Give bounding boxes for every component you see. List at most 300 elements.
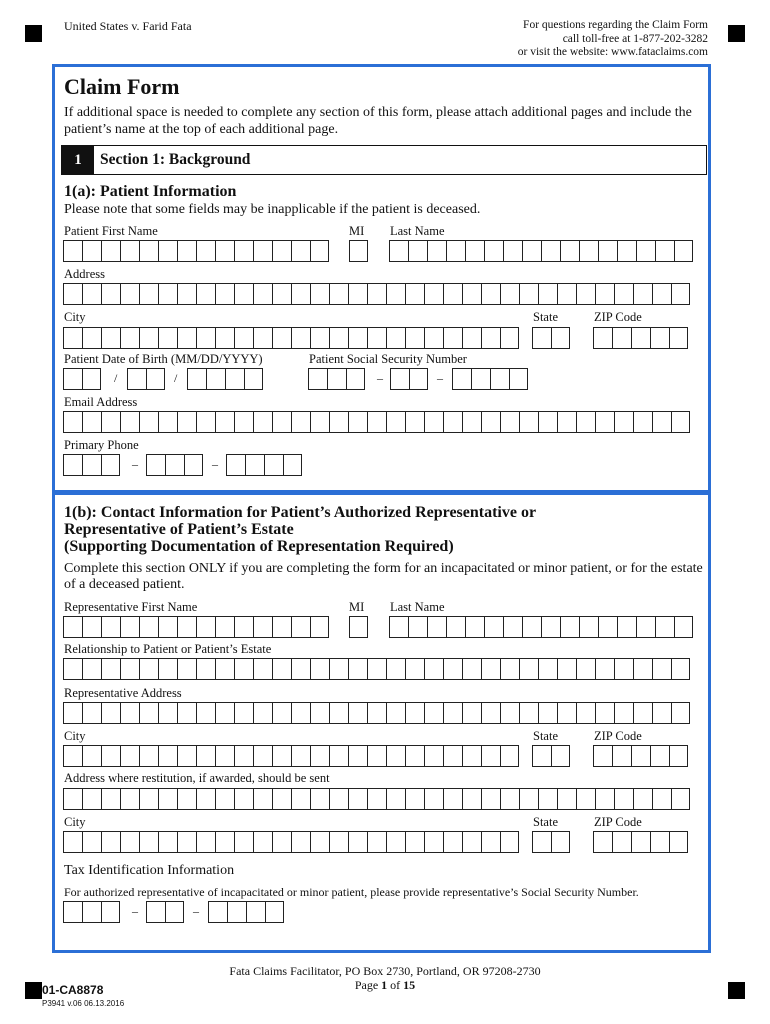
char-box[interactable] — [409, 368, 428, 390]
char-box[interactable] — [631, 327, 650, 349]
char-box[interactable] — [101, 745, 120, 767]
char-box[interactable] — [652, 658, 671, 680]
char-box[interactable] — [551, 745, 570, 767]
char-box[interactable] — [215, 283, 234, 305]
char-box[interactable] — [424, 411, 443, 433]
char-box[interactable] — [500, 658, 519, 680]
char-box[interactable] — [215, 658, 234, 680]
char-box[interactable] — [82, 788, 101, 810]
char-box[interactable] — [462, 788, 481, 810]
char-box[interactable] — [196, 327, 215, 349]
char-box[interactable] — [541, 240, 560, 262]
char-box[interactable] — [443, 411, 462, 433]
char-box[interactable] — [291, 616, 310, 638]
char-box[interactable] — [424, 831, 443, 853]
rep-first-name-input[interactable] — [63, 616, 329, 638]
char-box[interactable] — [576, 702, 595, 724]
char-box[interactable] — [576, 788, 595, 810]
char-box[interactable] — [484, 616, 503, 638]
char-box[interactable] — [408, 240, 427, 262]
char-box[interactable] — [158, 702, 177, 724]
patient-dob-day-input[interactable] — [127, 368, 165, 390]
char-box[interactable] — [652, 411, 671, 433]
patient-last-name-input[interactable] — [389, 240, 693, 262]
char-box[interactable] — [101, 788, 120, 810]
char-box[interactable] — [614, 283, 633, 305]
char-box[interactable] — [253, 240, 272, 262]
char-box[interactable] — [462, 283, 481, 305]
char-box[interactable] — [595, 702, 614, 724]
char-box[interactable] — [614, 788, 633, 810]
char-box[interactable] — [158, 658, 177, 680]
char-box[interactable] — [427, 240, 446, 262]
rep-last-name-input[interactable] — [389, 616, 693, 638]
char-box[interactable] — [349, 616, 368, 638]
patient-dob-year-input[interactable] — [187, 368, 263, 390]
char-box[interactable] — [82, 283, 101, 305]
char-box[interactable] — [367, 745, 386, 767]
char-box[interactable] — [101, 616, 120, 638]
char-box[interactable] — [329, 411, 348, 433]
char-box[interactable] — [82, 327, 101, 349]
char-box[interactable] — [490, 368, 509, 390]
rep-ssn-part2-input[interactable] — [146, 901, 184, 923]
char-box[interactable] — [579, 616, 598, 638]
char-box[interactable] — [234, 788, 253, 810]
char-box[interactable] — [471, 368, 490, 390]
char-box[interactable] — [139, 327, 158, 349]
char-box[interactable] — [139, 658, 158, 680]
char-box[interactable] — [481, 831, 500, 853]
char-box[interactable] — [538, 702, 557, 724]
char-box[interactable] — [196, 616, 215, 638]
char-box[interactable] — [462, 702, 481, 724]
char-box[interactable] — [443, 327, 462, 349]
char-box[interactable] — [346, 368, 365, 390]
char-box[interactable] — [101, 411, 120, 433]
char-box[interactable] — [63, 368, 82, 390]
char-box[interactable] — [674, 240, 693, 262]
char-box[interactable] — [196, 283, 215, 305]
char-box[interactable] — [481, 745, 500, 767]
char-box[interactable] — [63, 616, 82, 638]
char-box[interactable] — [389, 240, 408, 262]
char-box[interactable] — [158, 283, 177, 305]
char-box[interactable] — [633, 702, 652, 724]
char-box[interactable] — [367, 327, 386, 349]
char-box[interactable] — [272, 831, 291, 853]
char-box[interactable] — [595, 411, 614, 433]
char-box[interactable] — [158, 831, 177, 853]
char-box[interactable] — [101, 702, 120, 724]
char-box[interactable] — [408, 616, 427, 638]
char-box[interactable] — [215, 616, 234, 638]
char-box[interactable] — [576, 658, 595, 680]
char-box[interactable] — [443, 788, 462, 810]
char-box[interactable] — [367, 702, 386, 724]
char-box[interactable] — [509, 368, 528, 390]
char-box[interactable] — [127, 368, 146, 390]
char-box[interactable] — [226, 454, 245, 476]
char-box[interactable] — [614, 702, 633, 724]
char-box[interactable] — [617, 240, 636, 262]
char-box[interactable] — [522, 240, 541, 262]
char-box[interactable] — [652, 702, 671, 724]
char-box[interactable] — [500, 283, 519, 305]
char-box[interactable] — [557, 702, 576, 724]
char-box[interactable] — [538, 788, 557, 810]
char-box[interactable] — [386, 658, 405, 680]
char-box[interactable] — [215, 411, 234, 433]
char-box[interactable] — [246, 901, 265, 923]
char-box[interactable] — [348, 831, 367, 853]
char-box[interactable] — [234, 240, 253, 262]
char-box[interactable] — [481, 788, 500, 810]
char-box[interactable] — [593, 745, 612, 767]
char-box[interactable] — [631, 831, 650, 853]
char-box[interactable] — [669, 745, 688, 767]
char-box[interactable] — [63, 745, 82, 767]
char-box[interactable] — [329, 788, 348, 810]
char-box[interactable] — [348, 788, 367, 810]
char-box[interactable] — [120, 283, 139, 305]
char-box[interactable] — [633, 658, 652, 680]
char-box[interactable] — [120, 658, 139, 680]
rep-address-input[interactable] — [63, 702, 690, 724]
char-box[interactable] — [503, 240, 522, 262]
char-box[interactable] — [500, 327, 519, 349]
char-box[interactable] — [424, 283, 443, 305]
char-box[interactable] — [633, 788, 652, 810]
char-box[interactable] — [82, 240, 101, 262]
char-box[interactable] — [532, 327, 551, 349]
char-box[interactable] — [503, 616, 522, 638]
char-box[interactable] — [576, 283, 595, 305]
patient-phone-area-input[interactable] — [63, 454, 120, 476]
char-box[interactable] — [452, 368, 471, 390]
char-box[interactable] — [177, 831, 196, 853]
char-box[interactable] — [139, 745, 158, 767]
char-box[interactable] — [614, 411, 633, 433]
patient-first-name-input[interactable] — [63, 240, 329, 262]
char-box[interactable] — [139, 283, 158, 305]
char-box[interactable] — [272, 411, 291, 433]
char-box[interactable] — [253, 411, 272, 433]
char-box[interactable] — [139, 411, 158, 433]
char-box[interactable] — [177, 788, 196, 810]
char-box[interactable] — [484, 240, 503, 262]
char-box[interactable] — [500, 788, 519, 810]
patient-city-input[interactable] — [63, 327, 519, 349]
char-box[interactable] — [405, 831, 424, 853]
char-box[interactable] — [671, 411, 690, 433]
char-box[interactable] — [101, 283, 120, 305]
char-box[interactable] — [674, 616, 693, 638]
char-box[interactable] — [253, 788, 272, 810]
char-box[interactable] — [655, 616, 674, 638]
rep-zip-input[interactable] — [593, 745, 688, 767]
char-box[interactable] — [669, 831, 688, 853]
char-box[interactable] — [82, 411, 101, 433]
char-box[interactable] — [63, 788, 82, 810]
char-box[interactable] — [146, 368, 165, 390]
char-box[interactable] — [253, 745, 272, 767]
char-box[interactable] — [598, 240, 617, 262]
char-box[interactable] — [82, 702, 101, 724]
char-box[interactable] — [291, 240, 310, 262]
char-box[interactable] — [560, 240, 579, 262]
char-box[interactable] — [633, 411, 652, 433]
char-box[interactable] — [481, 702, 500, 724]
char-box[interactable] — [427, 616, 446, 638]
patient-dob-month-input[interactable] — [63, 368, 101, 390]
char-box[interactable] — [462, 327, 481, 349]
char-box[interactable] — [272, 283, 291, 305]
char-box[interactable] — [101, 454, 120, 476]
char-box[interactable] — [367, 788, 386, 810]
char-box[interactable] — [234, 616, 253, 638]
char-box[interactable] — [348, 658, 367, 680]
char-box[interactable] — [614, 658, 633, 680]
char-box[interactable] — [120, 616, 139, 638]
restitution-state-input[interactable] — [532, 831, 570, 853]
char-box[interactable] — [500, 831, 519, 853]
char-box[interactable] — [405, 788, 424, 810]
char-box[interactable] — [146, 901, 165, 923]
char-box[interactable] — [272, 788, 291, 810]
char-box[interactable] — [272, 240, 291, 262]
char-box[interactable] — [348, 327, 367, 349]
char-box[interactable] — [196, 240, 215, 262]
rep-relationship-input[interactable] — [63, 658, 690, 680]
rep-ssn-part3-input[interactable] — [208, 901, 284, 923]
char-box[interactable] — [234, 283, 253, 305]
char-box[interactable] — [579, 240, 598, 262]
char-box[interactable] — [348, 702, 367, 724]
char-box[interactable] — [532, 745, 551, 767]
char-box[interactable] — [120, 745, 139, 767]
char-box[interactable] — [612, 831, 631, 853]
char-box[interactable] — [63, 240, 82, 262]
char-box[interactable] — [367, 658, 386, 680]
char-box[interactable] — [519, 283, 538, 305]
rep-ssn-part1-input[interactable] — [63, 901, 120, 923]
char-box[interactable] — [63, 327, 82, 349]
char-box[interactable] — [462, 411, 481, 433]
char-box[interactable] — [158, 411, 177, 433]
char-box[interactable] — [405, 283, 424, 305]
char-box[interactable] — [245, 454, 264, 476]
char-box[interactable] — [196, 831, 215, 853]
char-box[interactable] — [63, 658, 82, 680]
char-box[interactable] — [551, 327, 570, 349]
char-box[interactable] — [557, 411, 576, 433]
char-box[interactable] — [557, 788, 576, 810]
char-box[interactable] — [158, 240, 177, 262]
char-box[interactable] — [101, 831, 120, 853]
char-box[interactable] — [82, 616, 101, 638]
char-box[interactable] — [253, 283, 272, 305]
char-box[interactable] — [63, 831, 82, 853]
char-box[interactable] — [386, 327, 405, 349]
char-box[interactable] — [367, 411, 386, 433]
patient-phone-prefix-input[interactable] — [146, 454, 203, 476]
char-box[interactable] — [227, 901, 246, 923]
char-box[interactable] — [462, 658, 481, 680]
char-box[interactable] — [310, 240, 329, 262]
char-box[interactable] — [462, 831, 481, 853]
char-box[interactable] — [652, 788, 671, 810]
char-box[interactable] — [500, 702, 519, 724]
char-box[interactable] — [215, 327, 234, 349]
char-box[interactable] — [291, 411, 310, 433]
char-box[interactable] — [538, 658, 557, 680]
char-box[interactable] — [443, 702, 462, 724]
char-box[interactable] — [63, 283, 82, 305]
restitution-zip-input[interactable] — [593, 831, 688, 853]
char-box[interactable] — [253, 327, 272, 349]
char-box[interactable] — [291, 745, 310, 767]
char-box[interactable] — [386, 702, 405, 724]
char-box[interactable] — [184, 454, 203, 476]
char-box[interactable] — [465, 616, 484, 638]
char-box[interactable] — [443, 831, 462, 853]
char-box[interactable] — [196, 411, 215, 433]
char-box[interactable] — [63, 411, 82, 433]
char-box[interactable] — [650, 831, 669, 853]
char-box[interactable] — [234, 702, 253, 724]
char-box[interactable] — [196, 745, 215, 767]
char-box[interactable] — [405, 702, 424, 724]
char-box[interactable] — [234, 831, 253, 853]
char-box[interactable] — [120, 411, 139, 433]
char-box[interactable] — [389, 616, 408, 638]
char-box[interactable] — [612, 327, 631, 349]
char-box[interactable] — [446, 240, 465, 262]
char-box[interactable] — [215, 788, 234, 810]
char-box[interactable] — [310, 616, 329, 638]
char-box[interactable] — [390, 368, 409, 390]
char-box[interactable] — [424, 788, 443, 810]
char-box[interactable] — [405, 745, 424, 767]
char-box[interactable] — [329, 702, 348, 724]
patient-ssn-part2-input[interactable] — [390, 368, 428, 390]
char-box[interactable] — [443, 658, 462, 680]
char-box[interactable] — [177, 283, 196, 305]
char-box[interactable] — [669, 327, 688, 349]
char-box[interactable] — [593, 831, 612, 853]
char-box[interactable] — [120, 327, 139, 349]
char-box[interactable] — [253, 831, 272, 853]
char-box[interactable] — [291, 788, 310, 810]
patient-address-input[interactable] — [63, 283, 690, 305]
char-box[interactable] — [253, 616, 272, 638]
char-box[interactable] — [386, 411, 405, 433]
char-box[interactable] — [234, 658, 253, 680]
char-box[interactable] — [617, 616, 636, 638]
char-box[interactable] — [310, 658, 329, 680]
char-box[interactable] — [386, 283, 405, 305]
char-box[interactable] — [500, 411, 519, 433]
char-box[interactable] — [348, 283, 367, 305]
char-box[interactable] — [650, 745, 669, 767]
char-box[interactable] — [595, 283, 614, 305]
patient-ssn-part3-input[interactable] — [452, 368, 528, 390]
char-box[interactable] — [177, 745, 196, 767]
char-box[interactable] — [519, 411, 538, 433]
restitution-city-input[interactable] — [63, 831, 519, 853]
char-box[interactable] — [671, 788, 690, 810]
patient-zip-input[interactable] — [593, 327, 688, 349]
char-box[interactable] — [139, 702, 158, 724]
char-box[interactable] — [264, 454, 283, 476]
char-box[interactable] — [329, 831, 348, 853]
char-box[interactable] — [595, 658, 614, 680]
char-box[interactable] — [158, 327, 177, 349]
char-box[interactable] — [139, 240, 158, 262]
char-box[interactable] — [386, 831, 405, 853]
char-box[interactable] — [652, 283, 671, 305]
char-box[interactable] — [177, 702, 196, 724]
char-box[interactable] — [272, 327, 291, 349]
char-box[interactable] — [177, 658, 196, 680]
char-box[interactable] — [348, 411, 367, 433]
char-box[interactable] — [101, 327, 120, 349]
char-box[interactable] — [196, 788, 215, 810]
char-box[interactable] — [120, 788, 139, 810]
char-box[interactable] — [541, 616, 560, 638]
char-box[interactable] — [519, 702, 538, 724]
char-box[interactable] — [177, 327, 196, 349]
char-box[interactable] — [424, 327, 443, 349]
char-box[interactable] — [283, 454, 302, 476]
char-box[interactable] — [405, 658, 424, 680]
char-box[interactable] — [557, 658, 576, 680]
char-box[interactable] — [310, 745, 329, 767]
char-box[interactable] — [329, 745, 348, 767]
char-box[interactable] — [443, 283, 462, 305]
restitution-address-input[interactable] — [63, 788, 690, 810]
char-box[interactable] — [272, 745, 291, 767]
char-box[interactable] — [272, 616, 291, 638]
char-box[interactable] — [538, 283, 557, 305]
patient-phone-line-input[interactable] — [226, 454, 302, 476]
char-box[interactable] — [272, 658, 291, 680]
char-box[interactable] — [215, 702, 234, 724]
char-box[interactable] — [158, 616, 177, 638]
char-box[interactable] — [329, 658, 348, 680]
char-box[interactable] — [636, 616, 655, 638]
char-box[interactable] — [82, 745, 101, 767]
char-box[interactable] — [234, 327, 253, 349]
char-box[interactable] — [329, 283, 348, 305]
char-box[interactable] — [139, 788, 158, 810]
char-box[interactable] — [633, 283, 652, 305]
rep-state-input[interactable] — [532, 745, 570, 767]
char-box[interactable] — [367, 831, 386, 853]
char-box[interactable] — [386, 745, 405, 767]
char-box[interactable] — [655, 240, 674, 262]
char-box[interactable] — [101, 240, 120, 262]
patient-state-input[interactable] — [532, 327, 570, 349]
char-box[interactable] — [82, 901, 101, 923]
char-box[interactable] — [405, 327, 424, 349]
char-box[interactable] — [671, 658, 690, 680]
char-box[interactable] — [349, 240, 368, 262]
char-box[interactable] — [196, 702, 215, 724]
char-box[interactable] — [101, 658, 120, 680]
char-box[interactable] — [82, 368, 101, 390]
